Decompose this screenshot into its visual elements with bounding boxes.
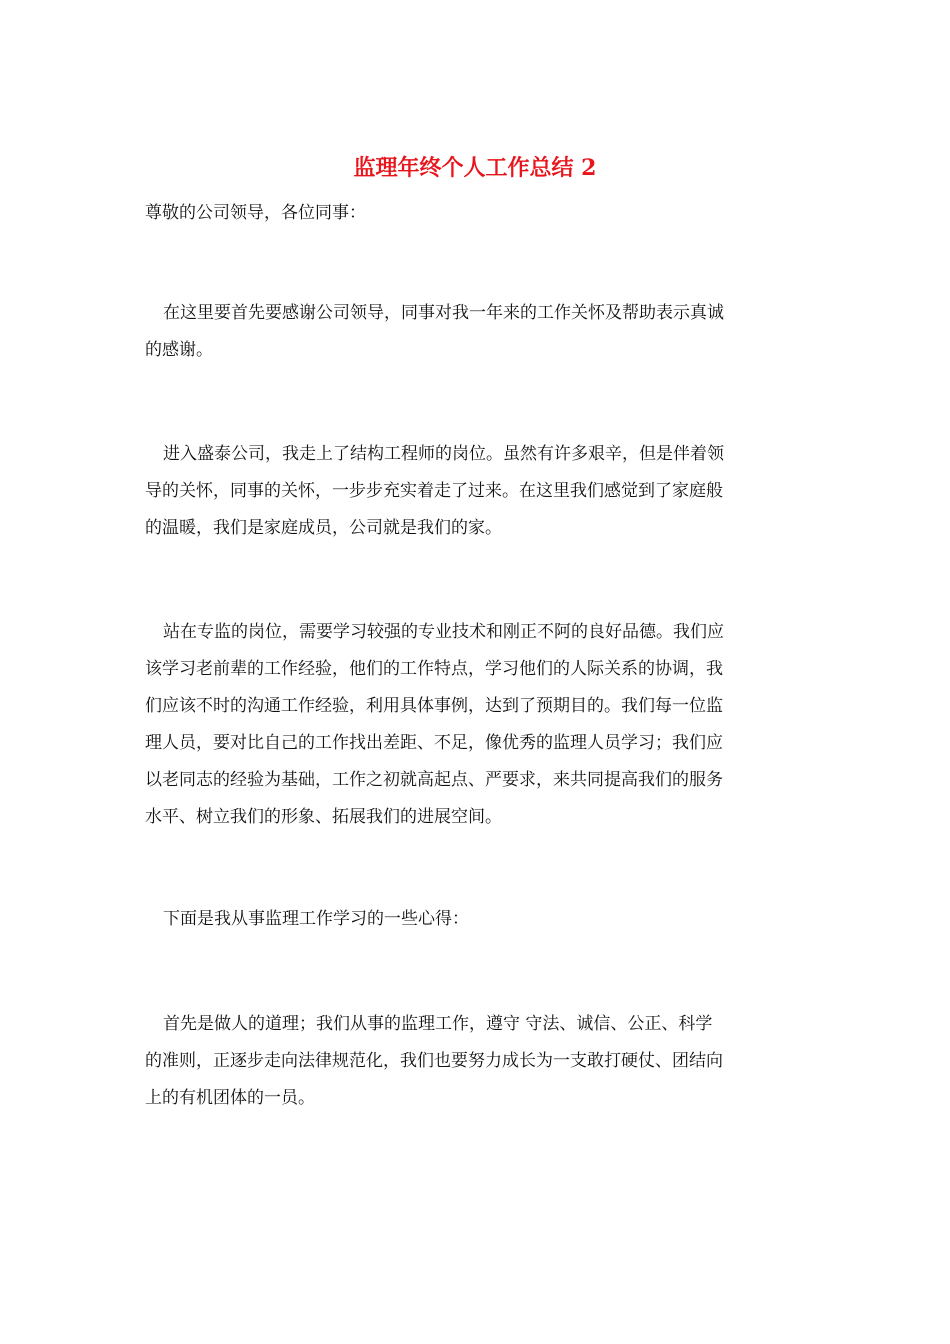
greeting: 尊敬的公司领导，各位同事：	[145, 203, 366, 223]
paragraph-line: 理人员，要对比自己的工作找出差距、不足，像优秀的监理人员学习；我们应	[145, 733, 723, 753]
paragraph-line: 上的有机团体的一员。	[145, 1088, 315, 1108]
paragraph-5	[145, 1006, 805, 1117]
paragraph-line: 的准则，正逐步走向法律规范化，我们也要努力成长为一支敢打硬仗、团结向	[145, 1051, 723, 1071]
paragraph-line: 该学习老前辈的工作经验，他们的工作特点，学习他们的人际关系的协调，我	[145, 659, 723, 679]
paragraph-line: 下面是我从事监理工作学习的一些心得：	[163, 909, 469, 929]
paragraph-2	[145, 436, 805, 547]
paragraph-line: 首先是做人的道理；我们从事的监理工作，遵守 守法、诚信、公正、科学	[163, 1014, 713, 1034]
paragraph-1	[145, 295, 805, 369]
paragraph-line: 在这里要首先要感谢公司领导，同事对我一年来的工作关怀及帮助表示真诚	[163, 303, 724, 323]
paragraph-line: 的感谢。	[145, 340, 213, 360]
paragraph-line: 导的关怀，同事的关怀，一步步充实着走了过来。在这里我们感觉到了家庭般	[145, 481, 723, 501]
paragraph-line: 的温暖，我们是家庭成员，公司就是我们的家。	[145, 518, 502, 538]
paragraph-line: 进入盛泰公司，我走上了结构工程师的岗位。虽然有许多艰辛，但是伴着领	[163, 444, 724, 464]
document-title: 监理年终个人工作总结 2	[353, 155, 597, 181]
paragraph-4	[145, 901, 805, 938]
paragraph-3	[145, 614, 805, 836]
paragraph-line: 站在专监的岗位，需要学习较强的专业技术和刚正不阿的良好品德。我们应	[163, 622, 724, 642]
paragraph-line: 们应该不时的沟通工作经验，利用具体事例，达到了预期目的。我们每一位监	[145, 696, 723, 716]
paragraph-line: 以老同志的经验为基础，工作之初就高起点、严要求，来共同提高我们的服务	[145, 770, 723, 790]
paragraph-line: 水平、树立我们的形象、拓展我们的进展空间。	[145, 807, 502, 827]
